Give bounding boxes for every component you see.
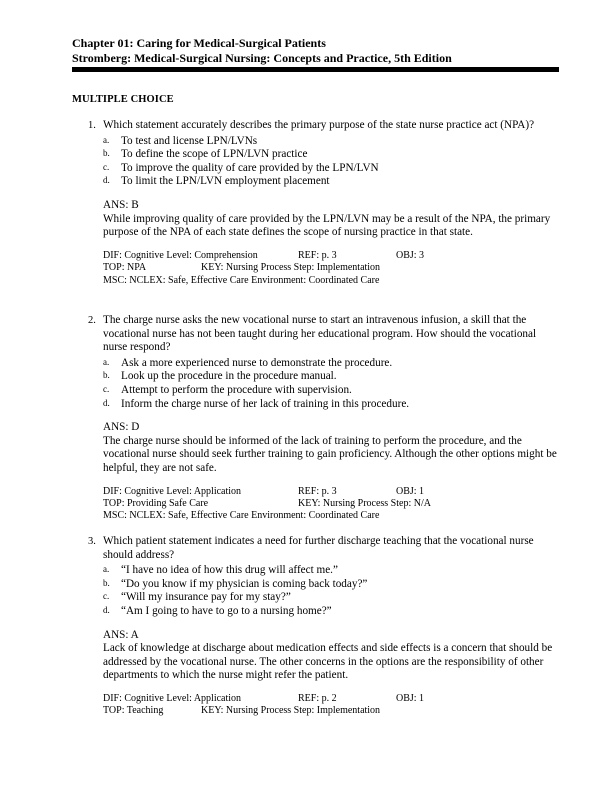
reference: REF: p. 3 bbox=[298, 249, 337, 261]
question-3 bbox=[72, 535, 560, 718]
objective: OBJ: 1 bbox=[396, 692, 425, 704]
rationale: Lack of knowledge at discharge about medication effects and side effects is a concern that should be addressed by the vocational nurse. The other concerns in the options are the responsibility of other departments to which the nurse might refer the patient. bbox=[103, 642, 553, 682]
keyword: KEY: Nursing Process Step: Implementation bbox=[201, 705, 381, 717]
option-letter: a. bbox=[103, 134, 110, 145]
difficulty: DIF: Cognitive Level: Application bbox=[103, 485, 242, 497]
option-text: To improve the quality of care provided by the LPN/LVN bbox=[121, 161, 379, 174]
option-c bbox=[103, 162, 560, 176]
option-letter: b. bbox=[103, 148, 110, 159]
question-metadata bbox=[103, 486, 560, 523]
option-text: Inform the charge nurse of her lack of training in this procedure. bbox=[121, 397, 410, 410]
document-header bbox=[72, 36, 562, 66]
question-stem: Which statement accurately describes the primary purpose of the state nurse practice act (NPA)? bbox=[103, 119, 535, 131]
question-stem: Which patient statement indicates a need for further discharge teaching that the vocational nurse should address? bbox=[103, 535, 534, 561]
option-d bbox=[103, 605, 560, 619]
option-letter: b. bbox=[103, 370, 110, 381]
option-letter: d. bbox=[103, 397, 110, 408]
option-text: Look up the procedure in the procedure manual. bbox=[121, 370, 337, 383]
option-list bbox=[103, 357, 560, 411]
option-d bbox=[103, 175, 560, 189]
question-number: 1. bbox=[88, 120, 96, 131]
option-letter: d. bbox=[103, 175, 110, 186]
objective: OBJ: 3 bbox=[396, 249, 425, 261]
question-2 bbox=[72, 314, 560, 523]
option-a bbox=[103, 135, 560, 149]
option-b bbox=[103, 370, 560, 384]
option-letter: c. bbox=[103, 161, 110, 172]
rationale: The charge nurse should be informed of the lack of training to perform the procedure, and the vocational nurse should seek further training to gain proficiency. Although the other options might be helpful, they are not safe. bbox=[103, 434, 557, 474]
answer-key: ANS: B bbox=[103, 198, 139, 211]
option-b bbox=[103, 148, 560, 162]
reference: REF: p. 3 bbox=[298, 485, 337, 497]
option-a bbox=[103, 357, 560, 371]
option-letter: a. bbox=[103, 356, 110, 367]
question-metadata bbox=[103, 250, 560, 287]
option-d bbox=[103, 398, 560, 412]
book-title: Stromberg: Medical-Surgical Nursing: Concepts and Practice, 5th Edition bbox=[72, 51, 452, 65]
header-rule bbox=[72, 67, 559, 72]
question-1 bbox=[72, 119, 560, 287]
option-a bbox=[103, 564, 560, 578]
option-letter: b. bbox=[103, 577, 110, 588]
question-stem: The charge nurse asks the new vocational nurse to start an intravenous infusion, a skill that the vocational nurse has not been taught during her educational program. How should the vocational nurse respond? bbox=[103, 314, 537, 354]
option-letter: d. bbox=[103, 604, 110, 615]
chapter-title: Chapter 01: Caring for Medical-Surgical Patients bbox=[72, 36, 326, 50]
option-list bbox=[103, 135, 560, 189]
rationale: While improving quality of care provided by the LPN/LVN may be a result of the NPA, the primary purpose of the NPA of each state defines the scope of nursing practice in that state. bbox=[103, 212, 551, 239]
option-text: To test and license LPN/LVNs bbox=[121, 134, 258, 147]
section-title: MULTIPLE CHOICE bbox=[72, 94, 174, 105]
question-number: 3. bbox=[88, 536, 96, 547]
option-text: “Will my insurance pay for my stay?” bbox=[121, 591, 291, 604]
difficulty: DIF: Cognitive Level: Application bbox=[103, 692, 242, 704]
option-letter: c. bbox=[103, 591, 110, 602]
reference: REF: p. 2 bbox=[298, 692, 337, 704]
option-text: “Am I going to have to go to a nursing home?” bbox=[121, 604, 332, 617]
msc: MSC: NCLEX: Safe, Effective Care Environment: Coordinated Care bbox=[103, 274, 380, 286]
option-text: “I have no idea of how this drug will affect me.” bbox=[121, 564, 338, 577]
option-text: To limit the LPN/LVN employment placement bbox=[121, 175, 330, 188]
option-list bbox=[103, 564, 560, 618]
answer-key: ANS: A bbox=[103, 628, 139, 641]
answer-key: ANS: D bbox=[103, 421, 140, 434]
option-text: Attempt to perform the procedure with supervision. bbox=[121, 383, 352, 396]
option-letter: a. bbox=[103, 564, 110, 575]
option-c bbox=[103, 591, 560, 605]
topic: TOP: Teaching bbox=[103, 705, 164, 717]
keyword: KEY: Nursing Process Step: Implementation bbox=[201, 262, 381, 274]
topic: TOP: NPA bbox=[103, 262, 147, 274]
question-number: 2. bbox=[88, 315, 96, 326]
option-letter: c. bbox=[103, 383, 110, 394]
option-text: “Do you know if my physician is coming back today?” bbox=[121, 577, 368, 590]
question-metadata bbox=[103, 693, 560, 718]
objective: OBJ: 1 bbox=[396, 485, 425, 497]
option-text: To define the scope of LPN/LVN practice bbox=[121, 148, 308, 161]
option-text: Ask a more experienced nurse to demonstrate the procedure. bbox=[121, 356, 393, 369]
difficulty: DIF: Cognitive Level: Comprehension bbox=[103, 249, 258, 261]
option-c bbox=[103, 384, 560, 398]
msc: MSC: NCLEX: Safe, Effective Care Environment: Coordinated Care bbox=[103, 510, 380, 522]
option-b bbox=[103, 578, 560, 592]
keyword: KEY: Nursing Process Step: N/A bbox=[298, 497, 431, 509]
topic: TOP: Providing Safe Care bbox=[103, 497, 209, 509]
